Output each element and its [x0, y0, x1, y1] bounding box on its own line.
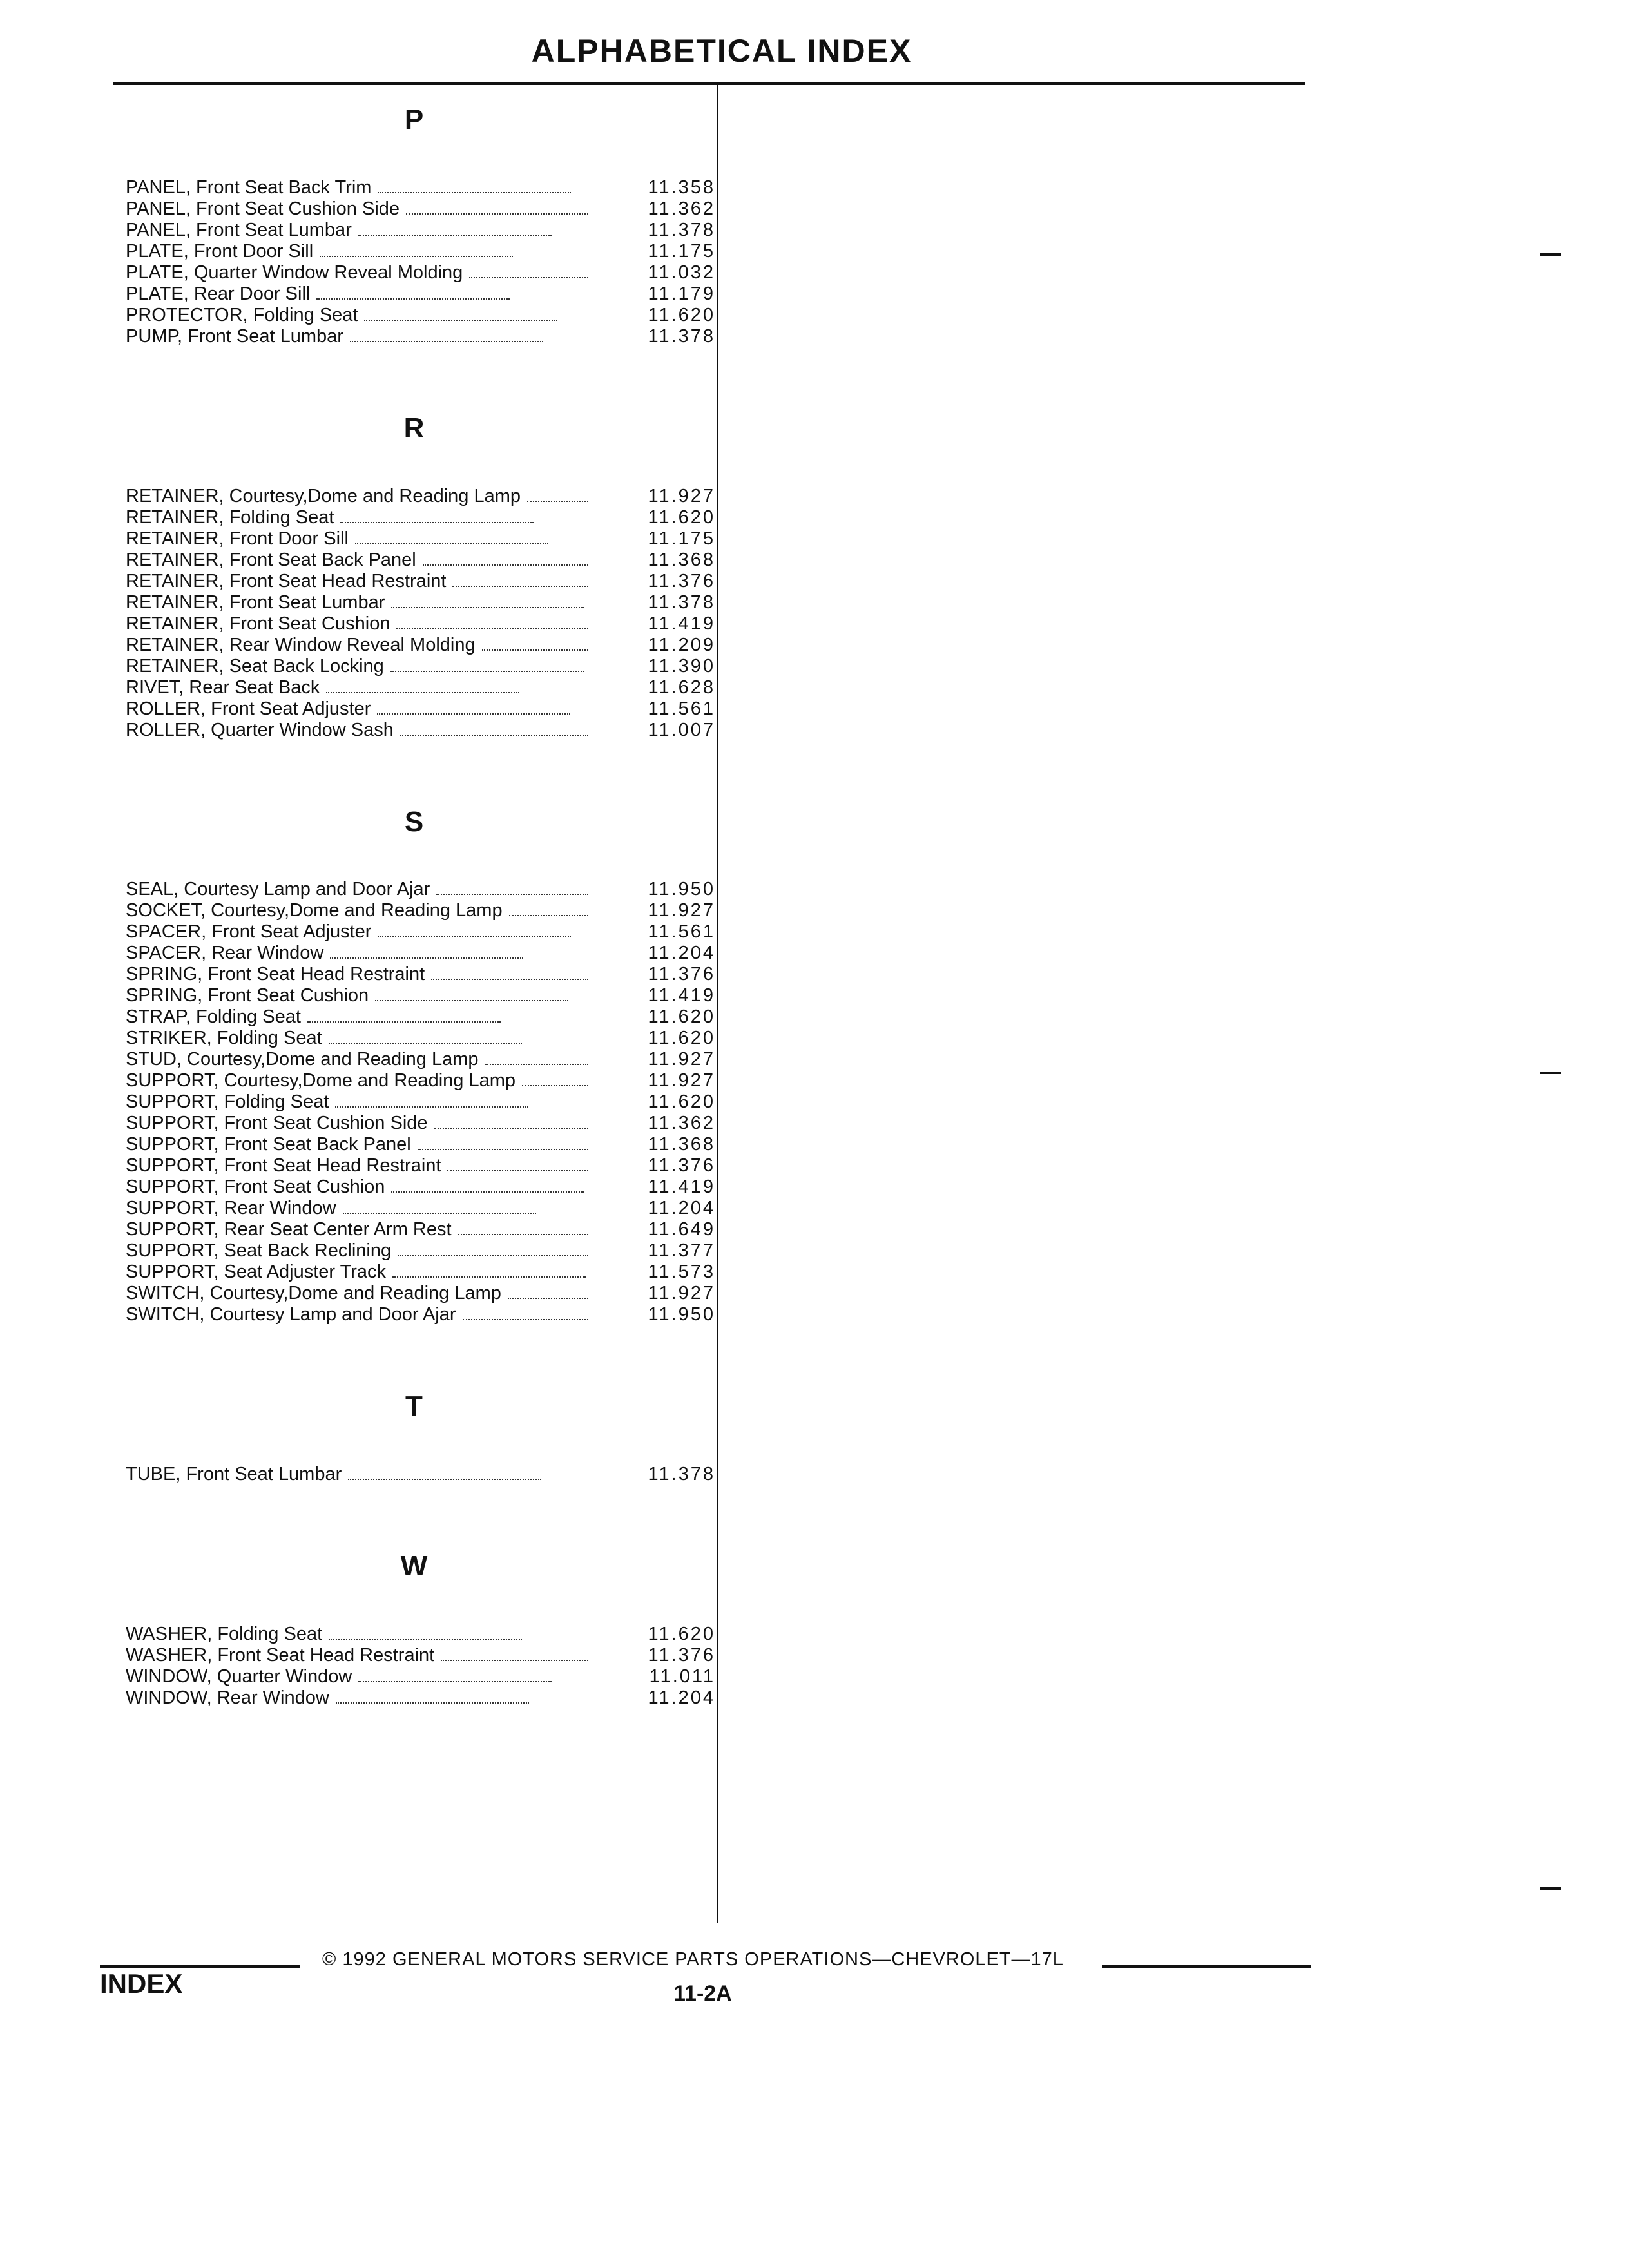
entry-label: SUPPORT, Folding Seat [126, 1091, 329, 1113]
entry-page-ref: 11.620 [648, 1006, 715, 1028]
index-entry-list [113, 1464, 715, 1485]
entry-label-wrap [126, 550, 596, 571]
entry-label: PUMP, Front Seat Lumbar [126, 325, 343, 347]
entry-label: SUPPORT, Rear Seat Center Arm Rest [126, 1219, 452, 1240]
index-entry [113, 1091, 715, 1113]
entry-label-wrap [126, 964, 596, 985]
entry-label-wrap [126, 1666, 596, 1687]
index-entry [113, 326, 715, 347]
entry-label-wrap [126, 1240, 596, 1262]
entry-label: SUPPORT, Rear Window [126, 1198, 336, 1219]
section-letter: T [405, 1390, 423, 1423]
index-entry-list [113, 879, 715, 1325]
dot-leader [335, 1106, 528, 1108]
entry-label-wrap [126, 1177, 596, 1198]
index-entry-list [113, 177, 715, 347]
index-entry [113, 177, 715, 198]
entry-page-ref: 11.204 [648, 1198, 715, 1219]
entry-label: RETAINER, Rear Window Reveal Molding [126, 634, 476, 655]
entry-label-wrap [126, 592, 596, 613]
entry-label: RETAINER, Front Door Sill [126, 528, 349, 549]
entry-label: SPACER, Front Seat Adjuster [126, 921, 372, 943]
dot-leader [469, 277, 588, 278]
entry-label-wrap [126, 1028, 596, 1049]
footer-rule-left [100, 1965, 300, 1968]
index-entry [113, 985, 715, 1006]
entry-page-ref: 11.362 [648, 198, 715, 219]
entry-page-ref: 11.927 [648, 485, 715, 506]
entry-label: PLATE, Quarter Window Reveal Molding [126, 262, 463, 283]
entry-page-ref: 11.950 [648, 1304, 715, 1325]
entry-label: PANEL, Front Seat Back Trim [126, 177, 372, 198]
index-entry [113, 241, 715, 262]
entry-label-wrap [126, 284, 596, 305]
entry-page-ref: 11.179 [648, 283, 715, 304]
index-entry [113, 1687, 715, 1709]
entry-page-ref: 11.390 [648, 655, 715, 677]
entry-label-wrap [126, 528, 596, 550]
entry-label-wrap [126, 1464, 596, 1485]
entry-label-wrap [126, 900, 596, 921]
entry-label: PLATE, Rear Door Sill [126, 283, 311, 304]
entry-label: SPRING, Front Seat Cushion [126, 985, 369, 1006]
dot-leader [423, 564, 588, 566]
entry-page-ref: 11.007 [648, 719, 715, 740]
dot-leader [390, 671, 584, 672]
index-entry [113, 1070, 715, 1091]
section-letter: W [400, 1550, 428, 1582]
section-letter: P [404, 104, 424, 135]
dot-leader [391, 607, 584, 608]
index-entry [113, 900, 715, 921]
index-entry [113, 571, 715, 592]
entry-label: SUPPORT, Front Seat Head Restraint [126, 1155, 441, 1177]
index-entry [113, 1219, 715, 1240]
entry-label: RETAINER, Front Seat Lumbar [126, 591, 385, 613]
dot-leader [378, 936, 571, 937]
entry-page-ref: 11.927 [648, 1070, 715, 1091]
entry-page-ref: 11.620 [648, 506, 715, 528]
dot-leader [482, 649, 588, 651]
index-entry [113, 1198, 715, 1219]
index-entry [113, 720, 715, 741]
entry-page-ref: 11.419 [648, 1177, 715, 1198]
dot-leader [330, 957, 523, 959]
index-entry [113, 1666, 715, 1687]
dot-leader [329, 1639, 522, 1640]
entry-label: SWITCH, Courtesy Lamp and Door Ajar [126, 1304, 456, 1325]
dot-leader [316, 298, 510, 300]
entry-label: SUPPORT, Front Seat Back Panel [126, 1134, 411, 1155]
dot-leader [358, 1681, 552, 1682]
dot-leader [509, 915, 588, 916]
entry-label-wrap [126, 879, 596, 900]
index-entry [113, 698, 715, 720]
index-entry [113, 198, 715, 220]
index-entry-list [113, 486, 715, 741]
index-entry [113, 1049, 715, 1070]
dot-leader [400, 735, 588, 736]
entry-page-ref: 11.376 [648, 570, 715, 591]
entry-label: ROLLER, Quarter Window Sash [126, 719, 394, 740]
index-entry-list [113, 1624, 715, 1709]
index-entry [113, 1283, 715, 1304]
entry-label: SUPPORT, Courtesy,Dome and Reading Lamp [126, 1070, 516, 1091]
dot-leader [527, 501, 588, 502]
entry-page-ref: 11.376 [648, 1155, 715, 1177]
index-entry [113, 943, 715, 964]
dot-leader [398, 1255, 588, 1256]
entry-page-ref: 11.209 [648, 634, 715, 655]
index-entry [113, 486, 715, 507]
dot-leader [320, 256, 513, 257]
entry-page-ref: 11.378 [648, 219, 715, 240]
index-entry [113, 305, 715, 326]
entry-page-ref: 11.376 [648, 1644, 715, 1666]
entry-label-wrap [126, 1091, 596, 1113]
index-entry [113, 1304, 715, 1325]
entry-label: RETAINER, Courtesy,Dome and Reading Lamp [126, 485, 521, 506]
index-entry [113, 1645, 715, 1666]
entry-label-wrap [126, 220, 596, 241]
entry-label: WINDOW, Rear Window [126, 1687, 329, 1708]
entry-label-wrap [126, 985, 596, 1006]
index-entry [113, 1240, 715, 1262]
entry-label: RIVET, Rear Seat Back [126, 677, 320, 698]
entry-label-wrap [126, 1219, 596, 1240]
index-entry [113, 921, 715, 943]
entry-label: STRIKER, Folding Seat [126, 1028, 322, 1049]
index-entry [113, 1134, 715, 1155]
index-entry [113, 1155, 715, 1177]
entry-label-wrap [126, 613, 596, 635]
page-number: 11-2A [673, 1981, 732, 2006]
entry-label: PLATE, Front Door Sill [126, 240, 314, 262]
entry-label-wrap [126, 635, 596, 656]
dot-leader [522, 1085, 588, 1086]
entry-page-ref: 11.620 [648, 1091, 715, 1113]
entry-label-wrap [126, 1155, 596, 1177]
entry-label-wrap [126, 571, 596, 592]
entry-page-ref: 11.620 [648, 304, 715, 325]
entry-page-ref: 11.620 [648, 1028, 715, 1049]
dot-leader [458, 1234, 588, 1235]
index-entry [113, 677, 715, 698]
entry-page-ref: 11.927 [648, 1283, 715, 1304]
entry-page-ref: 11.573 [648, 1262, 715, 1283]
entry-page-ref: 11.175 [648, 240, 715, 262]
dot-leader [447, 1170, 588, 1171]
dot-leader [375, 1000, 568, 1001]
copyright-notice: © 1992 GENERAL MOTORS SERVICE PARTS OPERATIONS—CHEVROLET—17L [322, 1949, 1064, 1970]
entry-label-wrap [126, 1624, 596, 1645]
index-entry [113, 635, 715, 656]
entry-label: SUPPORT, Front Seat Cushion [126, 1177, 385, 1198]
index-entry [113, 1624, 715, 1645]
index-entry [113, 592, 715, 613]
dot-leader [329, 1043, 522, 1044]
entry-label-wrap [126, 177, 596, 198]
entry-page-ref: 11.376 [648, 964, 715, 985]
entry-label: RETAINER, Folding Seat [126, 506, 334, 528]
entry-page-ref: 11.620 [648, 1623, 715, 1644]
index-entry [113, 507, 715, 528]
entry-label-wrap [126, 677, 596, 698]
dot-leader [396, 628, 588, 629]
index-entry [113, 1028, 715, 1049]
index-entry [113, 262, 715, 284]
entry-label: STRAP, Folding Seat [126, 1006, 301, 1028]
index-entry [113, 656, 715, 677]
dot-leader [340, 522, 534, 523]
entry-label-wrap [126, 262, 596, 284]
entry-label: WASHER, Folding Seat [126, 1623, 323, 1644]
column-divider [717, 84, 718, 1923]
index-entry [113, 528, 715, 550]
margin-mark [1540, 253, 1561, 256]
entry-page-ref: 11.204 [648, 1687, 715, 1708]
entry-label-wrap [126, 921, 596, 943]
dot-leader [355, 543, 548, 544]
dot-leader [350, 341, 543, 342]
entry-page-ref: 11.649 [648, 1219, 715, 1240]
dot-leader [508, 1298, 588, 1299]
index-column [113, 84, 715, 1754]
entry-label: ROLLER, Front Seat Adjuster [126, 698, 371, 719]
entry-label: SWITCH, Courtesy,Dome and Reading Lamp [126, 1283, 501, 1304]
dot-leader [378, 192, 571, 193]
index-entry [113, 1113, 715, 1134]
entry-label: RETAINER, Front Seat Back Panel [126, 549, 416, 570]
index-entry [113, 284, 715, 305]
entry-page-ref: 11.368 [648, 1134, 715, 1155]
entry-label-wrap [126, 486, 596, 507]
dot-leader [348, 1479, 541, 1480]
entry-page-ref: 11.368 [648, 549, 715, 570]
entry-label: RETAINER, Front Seat Cushion [126, 613, 390, 634]
entry-page-ref: 11.419 [648, 613, 715, 634]
entry-page-ref: 11.628 [648, 677, 715, 698]
entry-label-wrap [126, 1687, 596, 1709]
entry-label: SEAL, Courtesy Lamp and Door Ajar [126, 879, 430, 900]
dot-leader [343, 1213, 536, 1214]
section-letter: R [403, 412, 425, 444]
dot-leader [364, 320, 557, 321]
dot-leader [452, 586, 588, 587]
entry-label-wrap [126, 1304, 596, 1325]
index-entry [113, 1006, 715, 1028]
entry-label-wrap [126, 1283, 596, 1304]
entry-page-ref: 11.204 [648, 943, 715, 964]
entry-page-ref: 11.561 [648, 698, 715, 719]
dot-leader [485, 1064, 589, 1065]
entry-page-ref: 11.927 [648, 1049, 715, 1070]
entry-label: PROTECTOR, Folding Seat [126, 304, 358, 325]
entry-page-ref: 11.419 [648, 985, 715, 1006]
entry-label: SOCKET, Courtesy,Dome and Reading Lamp [126, 900, 503, 921]
entry-label: WASHER, Front Seat Head Restraint [126, 1644, 435, 1666]
entry-label: SPACER, Rear Window [126, 943, 324, 964]
entry-label-wrap [126, 656, 596, 677]
entry-label-wrap [126, 1134, 596, 1155]
entry-page-ref: 11.378 [648, 1464, 715, 1485]
dot-leader [392, 1276, 586, 1278]
entry-label: PANEL, Front Seat Lumbar [126, 219, 352, 240]
dot-leader [436, 894, 588, 895]
entry-label: PANEL, Front Seat Cushion Side [126, 198, 400, 219]
entry-label-wrap [126, 1645, 596, 1666]
dot-leader [406, 213, 588, 215]
margin-mark [1540, 1072, 1561, 1074]
entry-label-wrap [126, 698, 596, 720]
entry-label-wrap [126, 1198, 596, 1219]
entry-label-wrap [126, 1070, 596, 1091]
dot-leader [391, 1191, 584, 1193]
entry-label-wrap [126, 943, 596, 964]
entry-label: TUBE, Front Seat Lumbar [126, 1464, 342, 1485]
dot-leader [358, 235, 552, 236]
footer-rule-right [1102, 1965, 1311, 1968]
section-letter: S [404, 805, 424, 838]
dot-leader [326, 692, 519, 693]
index-entry [113, 1464, 715, 1485]
entry-page-ref: 11.927 [648, 900, 715, 921]
entry-label-wrap [126, 198, 596, 220]
entry-label: SUPPORT, Front Seat Cushion Side [126, 1113, 428, 1134]
entry-page-ref: 11.011 [649, 1666, 715, 1687]
dot-leader [431, 979, 588, 980]
index-entry [113, 220, 715, 241]
entry-label-wrap [126, 1113, 596, 1134]
index-entry [113, 879, 715, 900]
entry-page-ref: 11.378 [648, 325, 715, 347]
entry-label: SUPPORT, Seat Adjuster Track [126, 1262, 387, 1283]
entry-label-wrap [126, 1049, 596, 1070]
entry-label: STUD, Courtesy,Dome and Reading Lamp [126, 1049, 479, 1070]
entry-label-wrap [126, 241, 596, 262]
index-entry [113, 1177, 715, 1198]
dot-leader [434, 1128, 588, 1129]
entry-label: SPRING, Front Seat Head Restraint [126, 964, 425, 985]
entry-label-wrap [126, 1006, 596, 1028]
entry-page-ref: 11.378 [648, 591, 715, 613]
dot-leader [377, 713, 570, 715]
index-entry [113, 1262, 715, 1283]
entry-label-wrap [126, 326, 596, 347]
entry-page-ref: 11.950 [648, 879, 715, 900]
entry-label: WINDOW, Quarter Window [126, 1666, 352, 1687]
entry-label-wrap [126, 305, 596, 326]
dot-leader [307, 1021, 501, 1023]
entry-label: SUPPORT, Seat Back Reclining [126, 1240, 392, 1262]
index-entry [113, 550, 715, 571]
page-title: ALPHABETICAL INDEX [531, 33, 912, 69]
dot-leader [441, 1660, 588, 1661]
dot-leader [418, 1149, 588, 1150]
entry-label-wrap [126, 720, 596, 741]
entry-page-ref: 11.175 [648, 528, 715, 549]
margin-mark [1540, 1887, 1561, 1890]
index-entry [113, 613, 715, 635]
dot-leader [463, 1319, 588, 1320]
dot-leader [336, 1702, 529, 1704]
entry-label-wrap [126, 1262, 596, 1283]
entry-page-ref: 11.561 [648, 921, 715, 943]
entry-label: RETAINER, Front Seat Head Restraint [126, 570, 447, 591]
section-name: INDEX [100, 1968, 183, 1999]
entry-page-ref: 11.032 [648, 262, 715, 283]
entry-label-wrap [126, 507, 596, 528]
entry-page-ref: 11.362 [648, 1113, 715, 1134]
entry-page-ref: 11.358 [648, 177, 715, 198]
index-entry [113, 964, 715, 985]
entry-label: RETAINER, Seat Back Locking [126, 655, 384, 677]
entry-page-ref: 11.377 [648, 1240, 715, 1262]
